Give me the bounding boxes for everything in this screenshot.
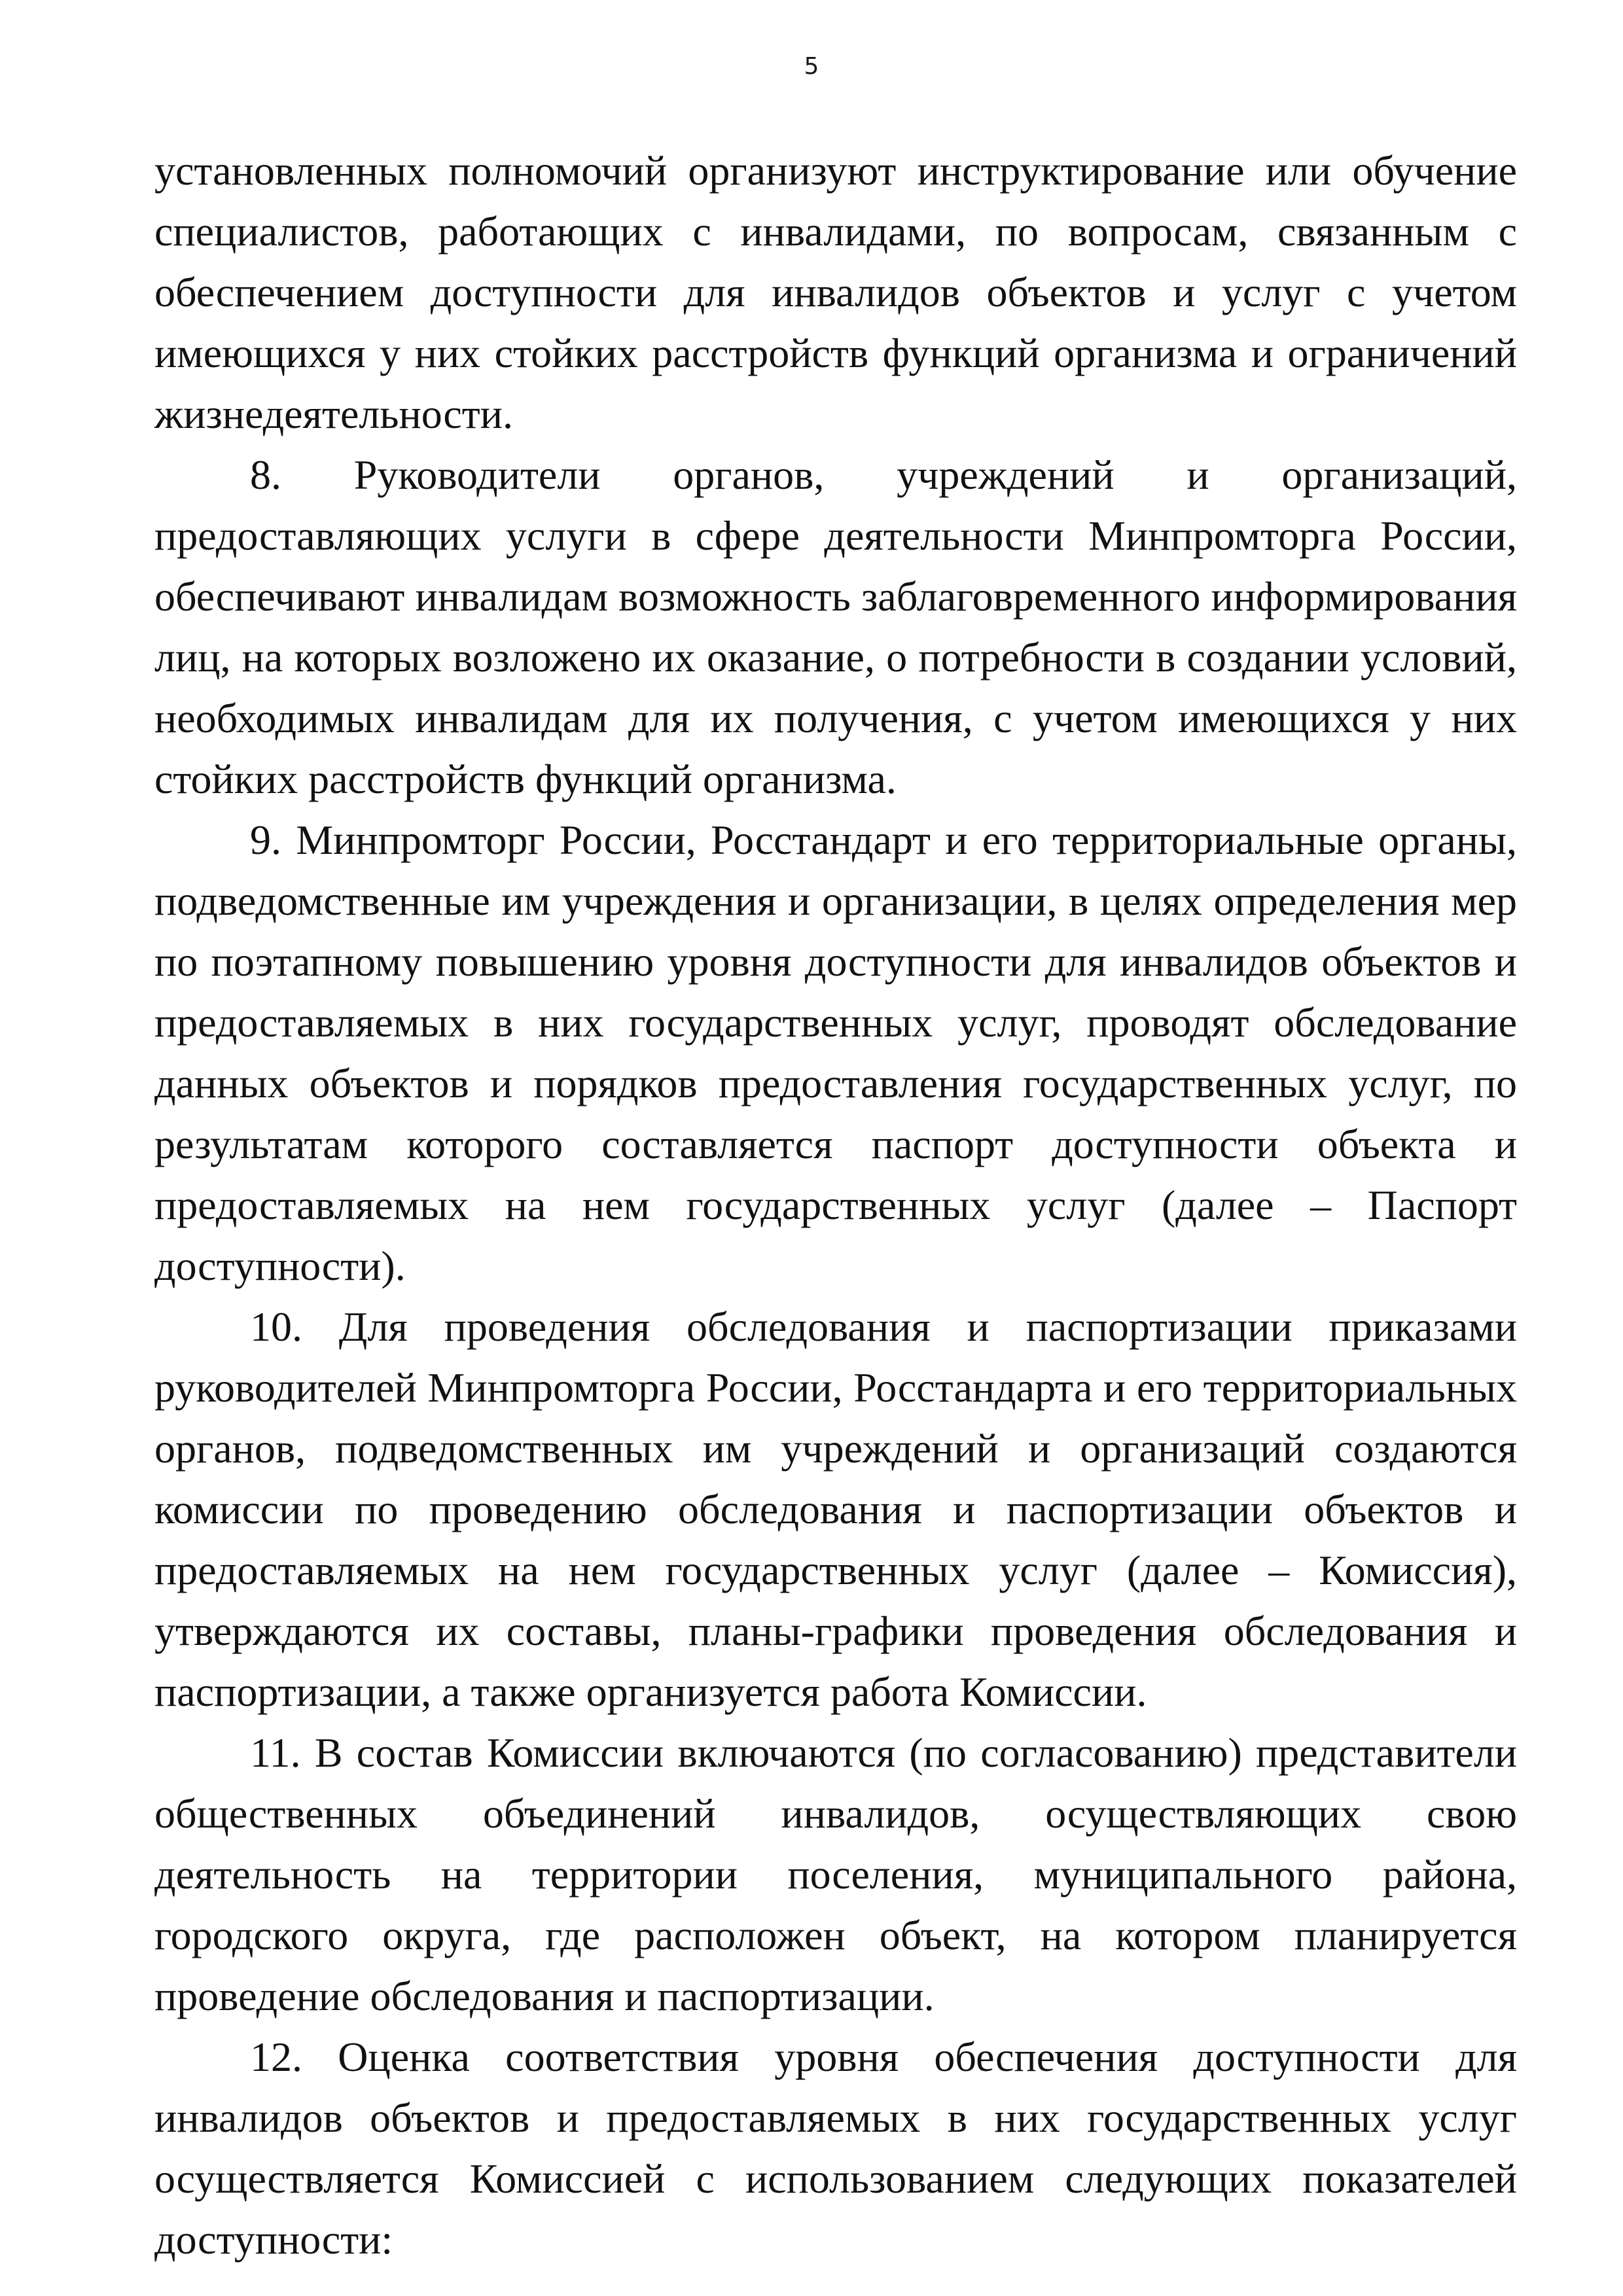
paragraph-9: 9. Минпромторг России, Росстандарт и его территориальные органы, подведомственные им учреждения и организации, в целях определения мер по поэтапному повышению уровня доступности для инвалидов объектов и предоставляемых в них государственных услуг, проводят обследование данных объектов и порядков предоставления государственных услуг, по результатам которого составляется паспорт доступности объекта и предоставляемых на нем государственных услуг (далее – Паспорт доступности). bbox=[154, 817, 1517, 1289]
paragraph-7-continuation: установленных полномочий организуют инструктирование или обучение специалистов, работающих с инвалидами, по вопросам, связанным с обеспечением доступности для инвалидов объектов и услуг с учетом имеющихся у них стойких расстройств функций организма и ограничений жизнедеятельности. bbox=[154, 147, 1517, 437]
paragraph-10: 10. Для проведения обследования и паспортизации приказами руководителей Минпромторга России, Росстандарта и его территориальных органов, подведомственных им учреждений и организаций создаются комиссии по проведению обследования и паспортизации объектов и предоставляемых на нем государственных услуг (далее – Комиссия), утверждаются их составы, планы-графики проведения обследования и паспортизации, а также организуется работа Комиссии. bbox=[154, 1303, 1517, 1715]
paragraph-8: 8. Руководители органов, учреждений и организаций, предоставляющих услуги в сфере деятельности Минпромторга России, обеспечивают инвалидам возможность заблаговременного информирования лиц, на которых возложено их оказание, о потребности в создании условий, необходимых инвалидам для их получения, с учетом имеющихся у них стойких расстройств функций организма. bbox=[154, 451, 1517, 802]
paragraph-12: 12. Оценка соответствия уровня обеспечения доступности для инвалидов объектов и предоставляемых в них государственных услуг осуществляется Комиссией с использованием следующих показателей доступности: bbox=[154, 2034, 1517, 2263]
document-body bbox=[154, 140, 1517, 2270]
paragraph-11: 11. В состав Комиссии включаются (по согласованию) представители общественных объединений инвалидов, осуществляющих свою деятельность на территории поселения, муниципального района, городского округа, где расположен объект, на котором планируется проведение обследования и паспортизации. bbox=[154, 1729, 1517, 2019]
page-number: 5 bbox=[804, 53, 819, 80]
